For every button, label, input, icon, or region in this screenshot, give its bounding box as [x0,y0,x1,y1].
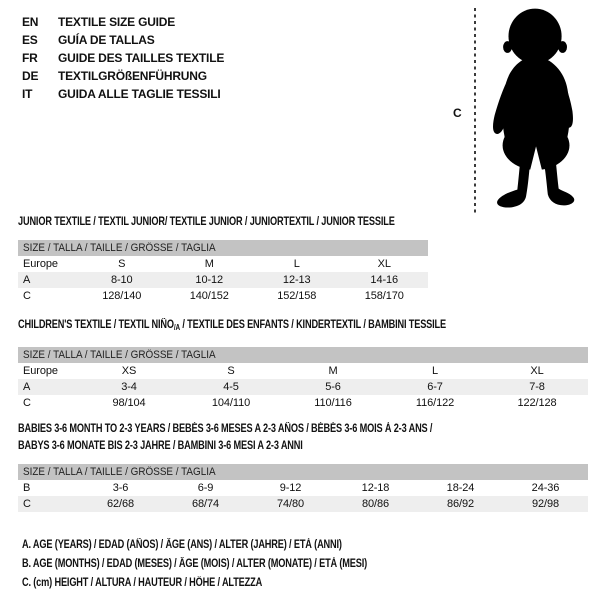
babies-table-title [18,421,474,455]
table-cell: 8-10 [110,274,133,286]
table-cell: 3-4 [121,381,137,393]
row-label: B [23,482,31,494]
size-header-bar [18,347,588,363]
lang-label: GUÍA DE TALLAS [58,33,155,47]
table-row-europe [18,256,428,272]
footnote-c: C. (cm) HEIGHT / ALTURA / HAUTEUR / HÖHE / ALTEZZA [22,577,263,589]
table-cell: 4-5 [223,381,239,393]
size-header-label: SIZE / TALLA / TAILLE / GRÖSSE / TAGLIA [23,466,216,478]
babies-textile-section [18,421,588,512]
table-cell: 122/128 [517,397,557,409]
lang-row-es [22,31,224,49]
childrens-textile-section [18,318,588,411]
table-cell: 110/116 [314,397,352,409]
table-cell: 12-18 [361,482,390,494]
baby-silhouette-icon [479,4,597,212]
table-cell: 9-12 [279,482,302,494]
table-cell: L [431,365,439,377]
table-cell: 128/140 [102,290,142,302]
table-cell: 62/68 [106,498,135,510]
row-label: Europe [23,258,58,270]
lang-row-fr [22,49,224,67]
junior-table-title: JUNIOR TEXTILE / TEXTIL JUNIOR/ TEXTILE JUNIOR / JUNIORTEXTIL / JUNIOR TESSILE [18,216,395,228]
size-header-bar [18,464,588,480]
table-row-height [18,496,588,512]
table-cell: M [328,365,338,377]
lang-label: TEXTILE SIZE GUIDE [58,15,176,29]
row-label: A [23,381,31,393]
table-cell: 24-36 [531,482,560,494]
table-cell: 3-6 [112,482,129,494]
table-cell: 80/86 [361,498,390,510]
row-label: C [23,290,31,302]
table-cell: XS [121,365,137,377]
table-cell: 74/80 [276,498,305,510]
table-cell: 12-13 [282,274,311,286]
table-cell: 104/110 [211,397,251,409]
table-cell: 18-24 [446,482,475,494]
lang-row-en [22,13,224,31]
footnote-b: B. AGE (MONTHS) / EDAD (MESES) / ÂGE (MOIS) / ALTER (MONATE) / ETÀ (MESI) [22,558,368,570]
table-cell: 14-16 [370,274,399,286]
row-label: Europe [23,365,58,377]
lang-label: TEXTILGRÖßENFÜHRUNG [58,69,207,83]
table-cell: 98/104 [112,397,146,409]
language-header [22,13,224,103]
table-cell: S [227,365,235,377]
row-label: A [23,274,31,286]
table-cell: 86/92 [446,498,475,510]
table-cell: L [293,258,300,270]
table-cell: 92/98 [531,498,560,510]
footnotes [22,536,453,593]
table-cell: XL [530,365,544,377]
title-line-1: BABIES 3-6 MONTH TO 2-3 YEARS / BEBÉS 3-6 MESES A 2-3 AÑOS / BÉBÉS 3-6 MOIS À 2-3 ANS / [18,423,433,435]
title-line-2: BABYS 3-6 MONATE BIS 2-3 JAHRE / BAMBINI 3-6 MESI A 2-3 ANNI [18,440,303,452]
table-row-age-months [18,480,588,496]
table-cell: S [118,258,126,270]
title-subscript: /A [173,323,180,332]
table-cell: 6-7 [427,381,443,393]
childrens-table-title [18,318,474,335]
table-cell: 7-8 [529,381,545,393]
table-cell: 68/74 [191,498,220,510]
table-cell: M [204,258,214,270]
lang-code: FR [22,51,38,65]
table-row-height [18,288,428,304]
row-label: C [23,397,31,409]
table-row-age [18,379,588,395]
lang-row-it [22,85,224,103]
lang-label: GUIDA ALLE TAGLIE TESSILI [58,87,221,101]
lang-code: IT [22,87,33,101]
height-measure-label: C [453,106,462,120]
title-text: / TEXTILE DES ENFANTS / KINDERTEXTIL / BAMBINI TESSILE [179,319,446,331]
title-text: CHILDREN'S TEXTILE / TEXTIL NIÑO [18,319,174,331]
table-cell: 10-12 [195,274,224,286]
table-cell: 5-6 [325,381,341,393]
lang-label: GUIDE DES TAILLES TEXTILE [58,51,225,65]
size-header-label: SIZE / TALLA / TAILLE / GRÖSSE / TAGLIA [23,349,216,361]
junior-textile-section [18,215,428,304]
row-label: C [23,498,31,510]
lang-code: ES [22,33,38,47]
table-cell: XL [377,258,391,270]
lang-code: EN [22,15,39,29]
table-cell: 116/122 [415,397,455,409]
table-cell: 158/170 [364,290,404,302]
table-row-age [18,272,428,288]
footnote-a: A. AGE (YEARS) / EDAD (AÑOS) / ÂGE (ANS) / ALTER (JAHRE) / ETÀ (ANNI) [22,539,342,551]
size-header-bar [18,240,428,256]
table-cell: 6-9 [197,482,214,494]
table-cell: 140/152 [189,290,229,302]
height-measure-line [474,8,476,213]
table-row-europe [18,363,588,379]
lang-code: DE [22,69,39,83]
table-cell: 152/158 [277,290,317,302]
lang-row-de [22,67,224,85]
table-row-height [18,395,588,411]
size-header-label: SIZE / TALLA / TAILLE / GRÖSSE / TAGLIA [23,242,216,254]
